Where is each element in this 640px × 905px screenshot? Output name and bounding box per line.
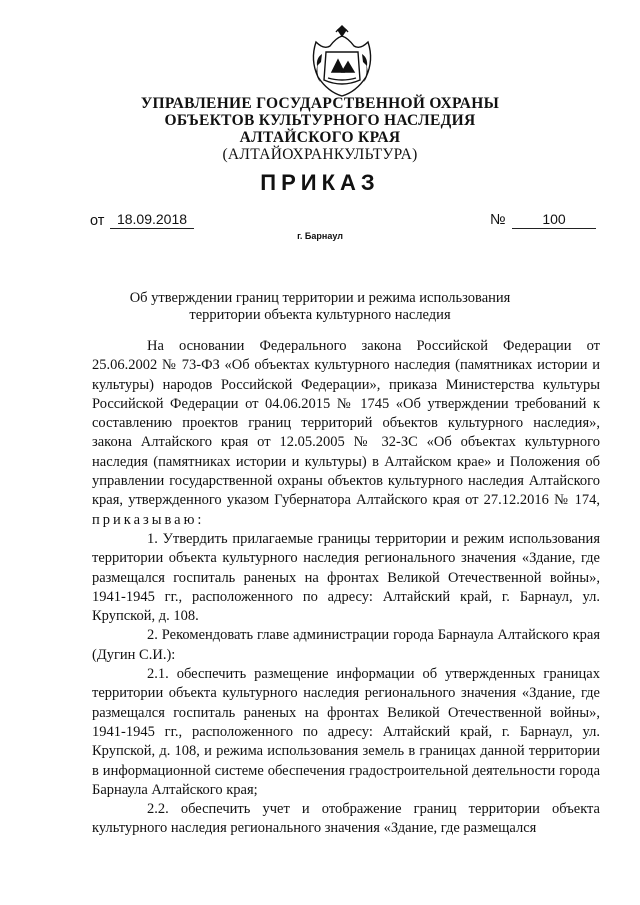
coat-of-arms-emblem bbox=[302, 22, 382, 102]
number-label: № bbox=[490, 212, 506, 228]
date-prefix: от bbox=[90, 213, 105, 229]
item-2-paragraph: 2. Рекомендовать главе администрации города Барнаула Алтайского края (Дугин С.И.): bbox=[92, 627, 600, 663]
subject-line: территории объекта культурного наследия bbox=[189, 307, 451, 323]
city-label: г. Барнаул bbox=[297, 231, 343, 241]
preamble-text: На основании Федерального закона Российской Федерации от 25.06.2002 № 73-ФЗ «Об объектах культурного наследия (памятниках истории и культуры) народов Российской Федерации», приказа Министерства культуры Российской Федерации от 04.06.2015 № 1745 «Об утверждении требований к составлению проектов границ территорий объектов культурного наследия», закона Алтайского края от 12.05.2005 № 32-ЗС «Об объектах культурного наследия (памятниках истории и культуры) в Алтайском крае» и Положения об управлении государственной охраны объектов культурного наследия Алтайского края, утвержденного указом Губернатора Алтайского края от 27.12.2016 № 174, bbox=[92, 338, 600, 509]
agency-line: УПРАВЛЕНИЕ ГОСУДАРСТВЕННОЙ ОХРАНЫ bbox=[140, 95, 500, 112]
agency-line: ОБЪЕКТОВ КУЛЬТУРНОГО НАСЛЕДИЯ bbox=[164, 112, 476, 129]
order-word: приказываю: bbox=[92, 511, 205, 528]
agency-name bbox=[0, 95, 640, 163]
subject-line: Об утверждении границ территории и режима использования bbox=[129, 290, 511, 306]
item-1-paragraph: 1. Утвердить прилагаемые границы территории и режим использования территории объекта культурного наследия регионального значения «Здание, где размещался госпиталь раненых на фронтах Великой Отечественной войны», 1941-1945 гг., расположенного по адресу: Алтайский край, г. Барнаул, ул. Крупской, д. 108. bbox=[92, 530, 600, 625]
order-date: 18.09.2018 bbox=[110, 211, 194, 229]
document-type-title: ПРИКАЗ bbox=[260, 170, 380, 195]
order-body bbox=[92, 337, 600, 839]
order-number: 100 bbox=[512, 211, 596, 229]
item-2-1-paragraph: 2.1. обеспечить размещение информации об утвержденных границах территории объекта культурного наследия регионального значения «Здание, где размещался госпиталь раненых на фронтах Великой Отечественной войны», 1941-1945 гг., расположенного по адресу: Алтайский край, г. Барнаул, ул. Крупской, д. 108, и режима использования земель в границах данной территории в информационной системе обеспечения градостроительной деятельности города Барнаула Алтайского края; bbox=[92, 666, 600, 798]
item-2-2-paragraph: 2.2. обеспечить учет и отображение границ территории объекта культурного наследия регионального значения «Здание, где размещался bbox=[92, 801, 600, 837]
agency-abbreviation: (АЛТАЙОХРАНКУЛЬТУРА) bbox=[222, 146, 418, 163]
order-subject bbox=[0, 290, 640, 324]
agency-line: АЛТАЙСКОГО КРАЯ bbox=[239, 129, 401, 146]
preamble-paragraph bbox=[92, 337, 600, 530]
